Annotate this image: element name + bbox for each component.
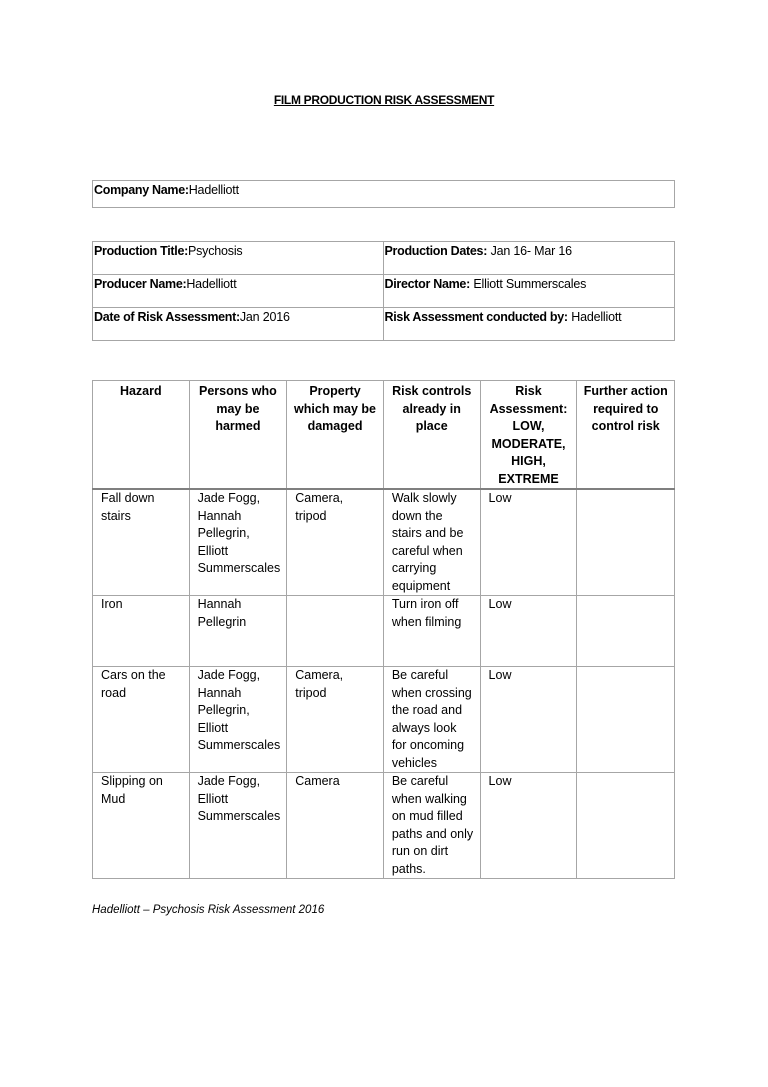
table-row [93, 489, 675, 596]
producer-label: Producer Name: [94, 277, 187, 291]
hazard-cell: Iron [93, 596, 190, 667]
company-label: Company Name: [94, 183, 189, 197]
controls-cell: Be careful when walking on mud filled paths and only run on dirt paths. [383, 773, 480, 879]
controls-cell: Be careful when crossing the road and always look for oncoming vehicles [383, 667, 480, 773]
company-table [92, 180, 675, 208]
document-title: FILM PRODUCTION RISK ASSESSMENT [273, 93, 495, 107]
hazard-cell: Fall down stairs [93, 489, 190, 596]
director-label: Director Name: [384, 277, 470, 291]
footer-text: Hadelliott – Psychosis Risk Assessment 2016 [92, 904, 325, 916]
risk-table-header-row [93, 381, 675, 490]
assessment-date-label: Date of Risk Assessment: [94, 310, 240, 324]
director-value: Elliott Summerscales [473, 277, 587, 291]
persons-cell: Jade Fogg, Hannah Pellegrin, Elliott Summerscales [189, 489, 287, 596]
producer-cell [93, 275, 384, 308]
table-row [93, 596, 675, 667]
assessment-cell: Low [480, 773, 577, 879]
production-title-cell [93, 242, 384, 275]
conducted-by-value: Hadelliott [571, 310, 622, 324]
property-cell: Camera [287, 773, 384, 879]
production-dates-cell [383, 242, 674, 275]
hazard-cell: Cars on the road [93, 667, 190, 773]
production-dates-value: Jan 16- Mar 16 [490, 244, 572, 258]
assessment-date-value: Jan 2016 [239, 310, 290, 324]
assessment-cell: Low [480, 667, 577, 773]
controls-cell: Walk slowly down the stairs and be careful when carrying equipment [383, 489, 480, 596]
persons-cell: Jade Fogg, Hannah Pellegrin, Elliott Summerscales [189, 667, 287, 773]
persons-cell: Hannah Pellegrin [189, 596, 287, 667]
hazard-cell: Slipping on Mud [93, 773, 190, 879]
production-dates-label: Production Dates: [384, 244, 488, 258]
property-cell: Camera, tripod [287, 489, 384, 596]
conducted-by-label: Risk Assessment conducted by: [384, 310, 568, 324]
director-cell [383, 275, 674, 308]
production-info-table [92, 241, 675, 341]
further-action-cell [577, 667, 675, 773]
persons-cell: Jade Fogg, Elliott Summerscales [189, 773, 287, 879]
header-persons: Persons who may be harmed [189, 381, 287, 490]
assessment-date-cell [93, 308, 384, 341]
controls-cell: Turn iron off when filming [383, 596, 480, 667]
company-value: Hadelliott [188, 183, 239, 197]
property-cell: Camera, tripod [287, 667, 384, 773]
assessment-cell: Low [480, 489, 577, 596]
further-action-cell [577, 489, 675, 596]
risk-table [92, 380, 675, 879]
header-hazard: Hazard [93, 381, 190, 490]
company-cell [93, 181, 675, 208]
header-controls: Risk controls already in place [383, 381, 480, 490]
table-row [93, 773, 675, 879]
property-cell [287, 596, 384, 667]
further-action-cell [577, 773, 675, 879]
header-assessment: Risk Assessment: LOW, MODERATE, HIGH, EXTREME [480, 381, 577, 490]
assessment-cell: Low [480, 596, 577, 667]
table-row [93, 667, 675, 773]
further-action-cell [577, 596, 675, 667]
producer-value: Hadelliott [186, 277, 237, 291]
header-further-action: Further action required to control risk [577, 381, 675, 490]
production-title-value: Psychosis [187, 244, 243, 258]
conducted-by-cell [383, 308, 674, 341]
header-property: Property which may be damaged [287, 381, 384, 490]
production-title-label: Production Title: [94, 244, 188, 258]
